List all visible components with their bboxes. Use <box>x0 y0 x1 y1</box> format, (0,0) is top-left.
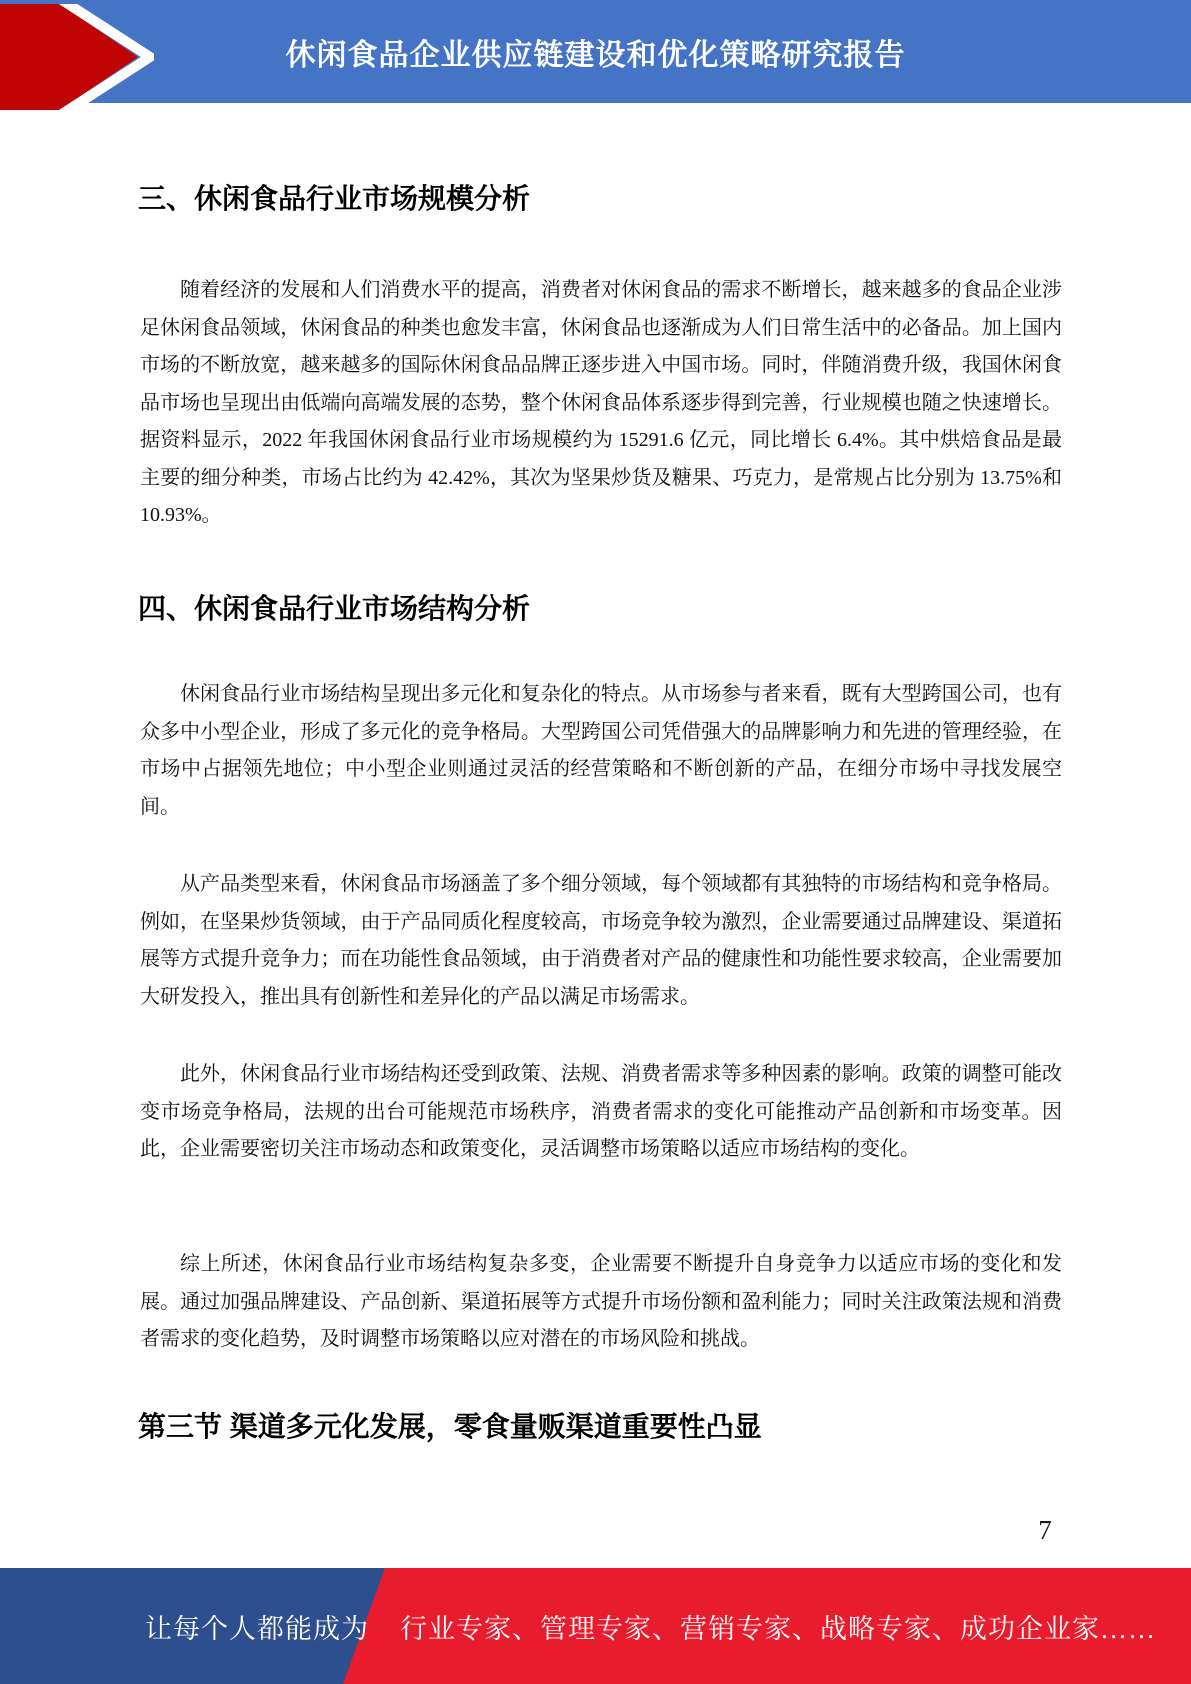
page-number: 7 <box>1038 1515 1052 1545</box>
footer-banner <box>0 1568 1191 1684</box>
report-title: 休闲食品企业供应链建设和优化策略研究报告 <box>285 38 906 72</box>
heading-section-3-channels: 第三节 渠道多元化发展，零食量贩渠道重要性凸显 <box>138 1411 762 1442</box>
footer-slogan-left: 让每个人都能成为 <box>145 1613 369 1644</box>
paragraph-structure-2: 从产品类型来看，休闲食品市场涵盖了多个细分领域，每个领域都有其独特的市场结构和竞争格局。例如，在坚果炒货领域，由于产品同质化程度较高，市场竞争较为激烈，企业需要通过品牌建设、渠道拓展等方式提升竞争力；而在功能性食品领域，由于消费者对产品的健康性和功能性要求较高，企业需要加大研发投入，推出具有创新性和差异化的产品以满足市场需求。 <box>140 873 1062 1008</box>
paragraph-market-size: 随着经济的发展和人们消费水平的提高，消费者对休闲食品的需求不断增长，越来越多的食品企业涉足休闲食品领域，休闲食品的种类也愈发丰富，休闲食品也逐渐成为人们日常生活中的必备品。加上国内市场的不断放宽，越来越多的国际休闲食品品牌正逐步进入中国市场。同时，伴随消费升级，我国休闲食品市场也呈现出由低端向高端发展的态势，整个休闲食品体系逐步得到完善，行业规模也随之快速增长。据资料显示，2022 年我国休闲食品行业市场规模约为 15291.6 亿元，同比增长 6.4%。其中烘焙食品是最主要的细分种类，市场占比约为 42.42%，其次为坚果炒货及糖果、巧克力，是常规占比分别为 13.75%和 10.93%。 <box>140 279 1062 526</box>
paragraph-structure-1: 休闲食品行业市场结构呈现出多元化和复杂化的特点。从市场参与者来看，既有大型跨国公司，也有众多中小型企业，形成了多元化的竞争格局。大型跨国公司凭借强大的品牌影响力和先进的管理经验，在市场中占据领先地位；中小型企业则通过灵活的经营策略和不断创新的产品，在细分市场中寻找发展空间。 <box>140 683 1062 818</box>
heading-market-size-analysis: 三、休闲食品行业市场规模分析 <box>138 183 531 214</box>
header-banner <box>0 0 1191 103</box>
footer-slogan-right: 行业专家、管理专家、营销专家、战略专家、成功企业家…… <box>400 1613 1156 1644</box>
paragraph-structure-4: 综上所述，休闲食品行业市场结构复杂多变，企业需要不断提升自身竞争力以适应市场的变化和发展。通过加强品牌建设、产品创新、渠道拓展等方式提升市场份额和盈利能力；同时关注政策法规和消费者需求的变化趋势，及时调整市场策略以应对潜在的市场风险和挑战。 <box>140 1253 1062 1350</box>
paragraph-structure-3: 此外，休闲食品行业市场结构还受到政策、法规、消费者需求等多种因素的影响。政策的调整可能改变市场竞争格局，法规的出台可能规范市场秩序，消费者需求的变化可能推动产品创新和市场变革。因此，企业需要密切关注市场动态和政策变化，灵活调整市场策略以适应市场结构的变化。 <box>140 1063 1062 1160</box>
heading-market-structure-analysis: 四、休闲食品行业市场结构分析 <box>138 593 531 624</box>
red-arrow-icon <box>0 4 154 110</box>
